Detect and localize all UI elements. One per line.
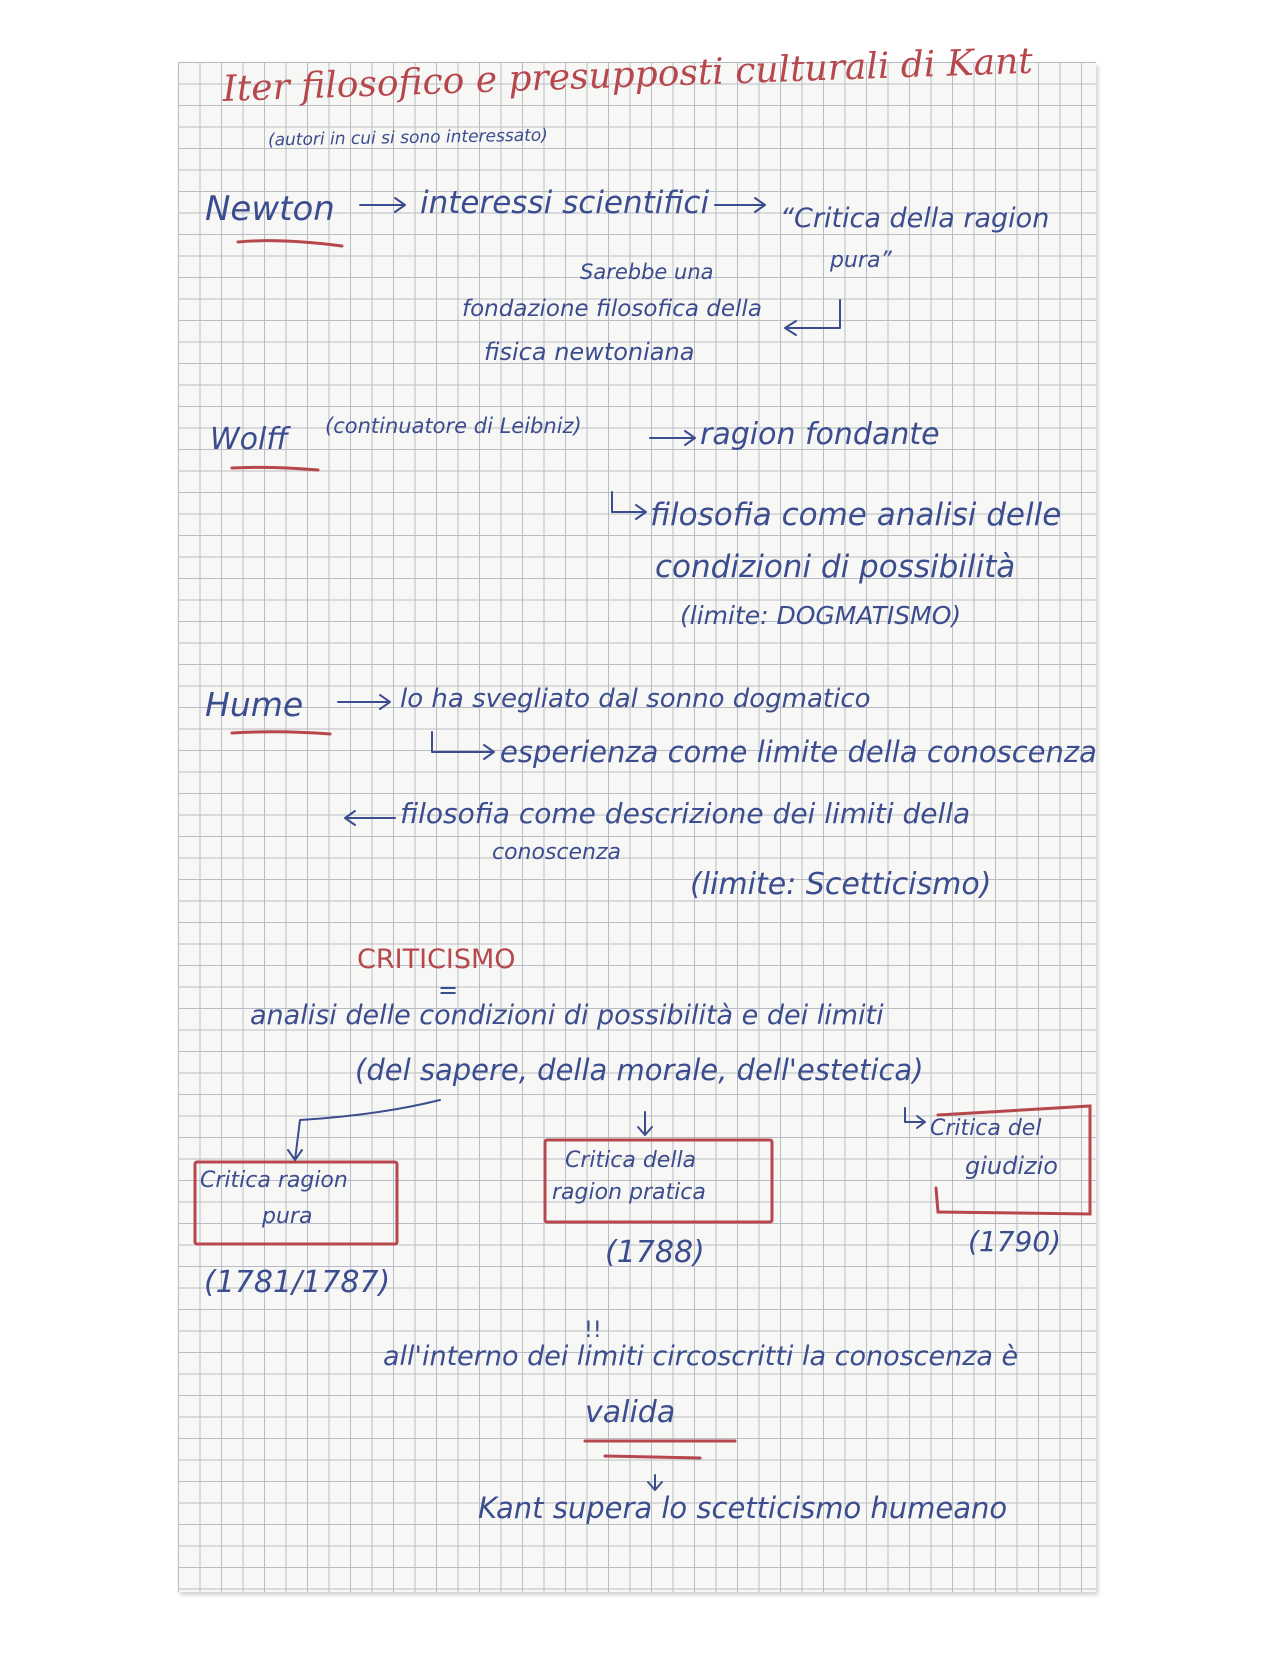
work-label-3a: Critica del: [930, 1116, 1042, 1141]
hume-philosophy-1: filosofia come descrizione dei limiti della: [400, 797, 971, 830]
work-label-1b: pura: [262, 1204, 313, 1229]
work-label-1a: Critica ragion: [200, 1168, 348, 1193]
work-year-1: (1781/1787): [204, 1265, 391, 1300]
work-label-3b: giudizio: [965, 1152, 1058, 1180]
newton-interest: interessi scientifici: [420, 185, 710, 221]
criticismo-scope: (del sapere, della morale, dell'estetica): [355, 1053, 924, 1087]
wolff-limit: (limite: DOGMATISMO): [680, 601, 962, 630]
wolff-ragion: ragion fondante: [700, 417, 940, 452]
work-year-2: (1788): [605, 1235, 705, 1270]
criticismo-definition: analisi delle condizioni di possibilità e dei limiti: [250, 1000, 884, 1031]
work-year-3: (1790): [968, 1225, 1062, 1258]
newton-note-2: fondazione filosofica della: [462, 296, 762, 322]
conclusion-final: Kant supera lo scetticismo humeano: [478, 1491, 1008, 1525]
conclusion-valid: valida: [585, 1395, 676, 1430]
criticismo-heading: CRITICISMO: [357, 944, 516, 975]
page-subtitle: (autori in cui si sono interessato): [267, 125, 549, 151]
hume-label: Hume: [205, 685, 304, 724]
hume-limit: (limite: Scetticismo): [690, 867, 992, 902]
newton-label: Newton: [205, 189, 335, 229]
hume-awakened: lo ha svegliato dal sonno dogmatico: [400, 684, 871, 714]
wolff-note: (continuatore di Leibniz): [325, 414, 582, 438]
wolff-philosophy-1: filosofia come analisi delle: [650, 497, 1062, 533]
page-title: Iter filosofico e presupposti culturali di Kant: [221, 40, 1034, 110]
newton-work-title-2: pura”: [830, 248, 892, 273]
hume-philosophy-2: conoscenza: [492, 840, 622, 865]
newton-work-title: “Critica della ragion: [780, 203, 1050, 234]
work-label-2b: ragion pratica: [552, 1180, 706, 1205]
newton-note-1: Sarebbe una: [580, 260, 714, 284]
hume-experience: esperienza come limite della conoscenza: [500, 735, 1097, 769]
conclusion-mark: !!: [584, 1318, 602, 1343]
wolff-label: Wolff: [210, 422, 289, 457]
wolff-philosophy-2: condizioni di possibilità: [655, 549, 1016, 585]
criticismo-equals: =: [438, 976, 459, 1004]
conclusion-line: all'interno dei limiti circoscritti la conoscenza è: [383, 1341, 1019, 1372]
newton-note-3: fisica newtoniana: [484, 338, 695, 366]
work-label-2a: Critica della: [565, 1148, 697, 1173]
